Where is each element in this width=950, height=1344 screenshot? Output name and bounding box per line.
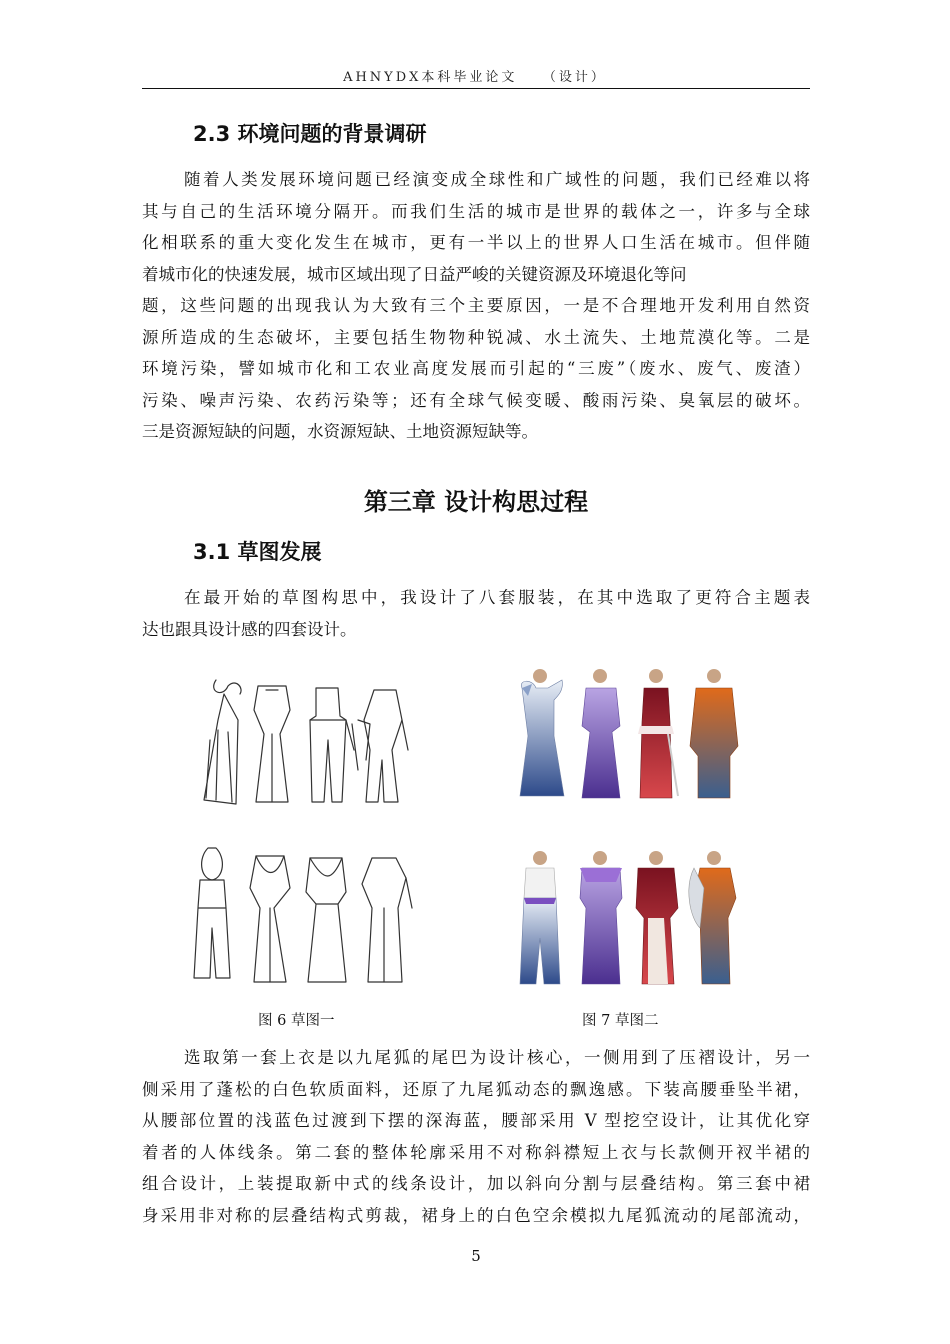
paragraph-line: 化相联系的重大变化发生在城市，更有一半以上的世界人口生活在城市。但伴随	[142, 233, 810, 252]
paragraph-line: 组合设计，上装提取新中式的线条设计，加以斜向分割与层叠结构。第三套中裙	[142, 1174, 810, 1193]
sketch-outfit	[250, 856, 290, 982]
rendering-outfit	[582, 669, 620, 798]
running-header: AHNYDX本科毕业论文 （设计）	[343, 70, 607, 85]
paragraph-line: 着城市化的快速发展，城市区域出现了日益严峻的关键资源及环境退化等问	[142, 264, 687, 284]
figure-6-caption: 图 6 草图一	[258, 1013, 335, 1029]
paragraph-line: 选取第一套上衣是以九尾狐的尾巴为设计核心，一侧用到了压褶设计，另一	[184, 1048, 810, 1067]
rendering-outfit	[690, 669, 738, 798]
paragraph-line: 环境污染，譬如城市化和工农业高度发展而引起的“三废”（废水、废气、废渣）	[142, 359, 810, 378]
design-description-paragraph	[142, 1042, 810, 1231]
paragraph-line: 其与自己的生活环境分隔开。而我们生活的城市是世界的载体之一，许多与全球	[142, 201, 810, 221]
section-2-3-paragraph	[142, 164, 810, 448]
paragraph-line: 三是资源短缺的问题，水资源短缺、土地资源短缺等。	[142, 422, 538, 441]
rendering-outfit	[520, 669, 564, 796]
figure-7-color-renderings	[510, 662, 750, 1002]
section-2-3-title: 2.3 环境问题的背景调研	[193, 122, 427, 146]
rendering-outfit	[636, 851, 678, 984]
rendering-outfit	[520, 851, 560, 984]
section-3-1-title: 3.1 草图发展	[193, 540, 322, 564]
rendering-outfit	[580, 851, 622, 984]
chapter-3-title: 第三章 设计构思过程	[363, 488, 589, 516]
figure-6-sketch-drawings	[178, 672, 418, 1002]
paragraph-line: 源所造成的生态破坏，主要包括生物物种锐减、水土流失、土地荒漠化等。二是	[142, 327, 810, 347]
paragraph-line: 从腰部位置的浅蓝色过渡到下摆的深海蓝，腰部采用 V 型挖空设计，让其优化穿	[142, 1111, 810, 1130]
sketch-outfit	[358, 690, 408, 802]
paragraph-line: 污染、噪声污染、农药污染等；还有全球气候变暖、酸雨污染、臭氧层的破坏。	[142, 390, 810, 410]
sketch-outfit	[204, 680, 241, 804]
rendering-outfit	[689, 851, 736, 984]
sketch-outfit	[306, 858, 346, 982]
paragraph-line: 着者的人体线条。第二套的整体轮廓采用不对称斜襟短上衣与长款侧开衩半裙的	[142, 1142, 810, 1162]
paragraph-line: 在最开始的草图构思中，我设计了八套服装，在其中选取了更符合主题表	[184, 588, 810, 607]
paragraph-line: 身采用非对称的层叠结构式剪裁，裙身上的白色空余模拟九尾狐流动的尾部流动，	[142, 1205, 810, 1225]
sketch-outfit	[194, 848, 230, 978]
page-number: 5	[471, 1247, 481, 1265]
paragraph-line: 随着人类发展环境问题已经演变成全球性和广域性的问题，我们已经难以将	[184, 170, 810, 189]
section-3-1-paragraph	[142, 582, 810, 645]
figure-7-caption: 图 7 草图二	[582, 1013, 659, 1029]
sketch-outfit	[362, 858, 412, 982]
rendering-outfit	[638, 669, 678, 798]
paragraph-line: 达也跟具设计感的四套设计。	[142, 619, 357, 639]
sketch-outfit	[310, 688, 358, 802]
paragraph-line: 题，这些问题的出现我认为大致有三个主要原因，一是不合理地开发利用自然资	[142, 296, 810, 315]
paragraph-line: 侧采用了蓬松的白色软质面料，还原了九尾狐动态的飘逸感。下装高腰垂坠半裙，	[142, 1079, 810, 1099]
header-rule	[142, 88, 810, 89]
sketch-outfit	[254, 686, 290, 802]
